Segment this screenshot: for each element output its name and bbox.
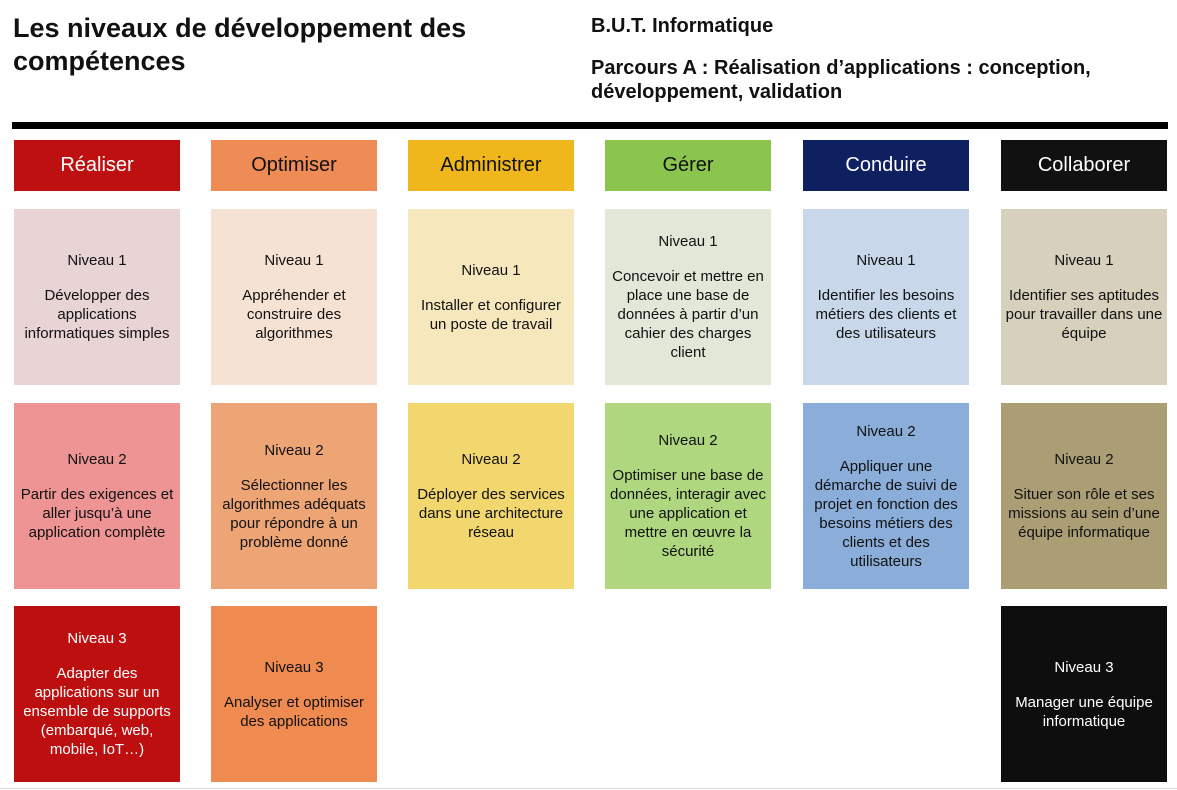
column-header-conduire: Conduire [803,140,969,191]
title-divider [12,122,1168,129]
level-label: Niveau 1 [67,252,127,269]
level-description: Situer son rôle et ses missions au sein d’une équipe informatique [1008,486,1160,541]
level-label: Niveau 2 [67,451,127,468]
competence-card-realiser-niveau-3 [14,606,180,782]
level-description: Appréhender et construire des algorithmes [242,287,346,342]
column-header-collaborer: Collaborer [1001,140,1167,191]
level-description: Optimiser une base de données, interagir avec une application et mettre en œuvre la sécurité [610,467,766,560]
level-description: Partir des exigences et aller jusqu’à une application complète [20,486,174,541]
level-label: Niveau 2 [264,441,324,459]
level-description: Appliquer une démarche de suivi de projet en fonction des besoins métiers des clients et des utilisateurs [814,457,958,570]
level-label: Niveau 2 [856,422,916,440]
column-header-realiser: Réaliser [14,140,180,191]
competence-card-optimiser-niveau-2 [211,403,377,589]
level-description: Adapter des applications sur un ensemble de supports (embarqué, web, mobile, IoT…) [23,665,171,758]
level-label: Niveau 3 [67,630,127,647]
bottom-border [0,788,1177,789]
level-description: Manager une équipe informatique [1015,693,1153,730]
competence-card-gerer-niveau-2 [605,403,771,589]
program-info [591,14,1161,104]
competence-card-gerer-niveau-1 [605,209,771,385]
level-description: Sélectionner les algorithmes adéquats pour répondre à un problème donné [222,476,366,551]
parcours-title: Parcours A : Réalisation d’applications : conception, développement, validation [591,57,1091,103]
level-label: Niveau 2 [461,451,521,468]
competence-card-collaborer-niveau-3 [1001,606,1167,782]
competence-card-collaborer-niveau-1 [1001,209,1167,385]
competence-card-collaborer-niveau-2 [1001,403,1167,589]
column-header-administrer: Administrer [408,140,574,191]
level-description: Identifier les besoins métiers des clients et des utilisateurs [815,287,957,342]
level-label: Niveau 1 [658,233,718,250]
level-description: Développer des applications informatiques simples [24,287,170,342]
level-description: Concevoir et mettre en place une base de données à partir d’un cahier des charges client [612,268,764,361]
column-header-gerer: Gérer [605,140,771,191]
page-title: Les niveaux de développement des compétences [13,13,467,76]
level-label: Niveau 3 [264,658,324,676]
level-description: Identifier ses aptitudes pour travailler dans une équipe [1005,287,1163,342]
level-label: Niveau 2 [658,432,718,449]
competence-card-administrer-niveau-1 [408,209,574,385]
level-label: Niveau 1 [1054,252,1114,269]
level-label: Niveau 1 [461,261,521,279]
level-description: Analyser et optimiser des applications [223,693,365,730]
column-header-optimiser: Optimiser [211,140,377,191]
level-label: Niveau 3 [1054,658,1114,676]
competence-card-conduire-niveau-1 [803,209,969,385]
level-description: Déployer des services dans une architecture réseau [417,486,565,541]
competence-card-realiser-niveau-1 [14,209,180,385]
competence-card-administrer-niveau-2 [408,403,574,589]
competence-card-realiser-niveau-2 [14,403,180,589]
level-description: Installer et configurer un poste de travail [420,296,562,333]
level-label: Niveau 1 [264,252,324,269]
level-label: Niveau 1 [856,252,916,269]
competence-card-conduire-niveau-2 [803,403,969,589]
program-name: B.U.T. Informatique [591,15,774,37]
competence-card-optimiser-niveau-3 [211,606,377,782]
competence-card-optimiser-niveau-1 [211,209,377,385]
level-label: Niveau 2 [1054,451,1114,468]
